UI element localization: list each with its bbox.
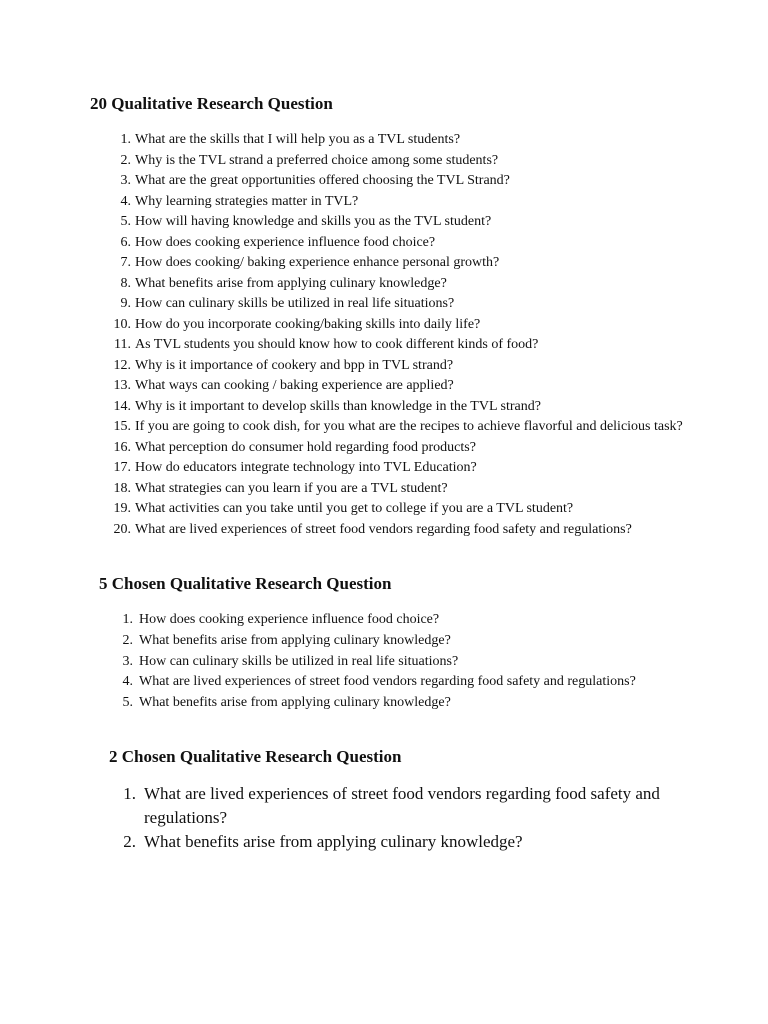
- question-list-2: [118, 782, 698, 854]
- list-item-number: 19.: [113, 501, 131, 516]
- list-item-number: 14.: [113, 398, 131, 414]
- list-item-number: 18.: [113, 480, 131, 496]
- list-item-number: 16.: [113, 439, 131, 455]
- list-item-number: 9.: [120, 296, 131, 311]
- list-item-text: How does cooking experience influence food choice?: [139, 612, 440, 627]
- list-item: [108, 294, 688, 315]
- question-list-5: [112, 610, 692, 714]
- list-item-text: How do educators integrate technology into TVL Education?: [135, 460, 477, 475]
- list-item-text: As TVL students you should know how to cook different kinds of food?: [135, 337, 539, 352]
- list-item-number: 20.: [113, 521, 131, 537]
- list-item: [118, 830, 698, 854]
- list-item-number: 7.: [120, 255, 131, 270]
- list-item: [108, 233, 688, 254]
- list-item-number: 4.: [120, 193, 131, 209]
- list-item-text: What are the great opportunities offered choosing the TVL Strand?: [135, 173, 510, 188]
- list-item: [112, 652, 692, 673]
- list-item-number: 11.: [114, 337, 131, 352]
- list-item: [112, 610, 692, 631]
- list-item: [108, 397, 688, 418]
- list-item-text: What are the skills that I will help you as a TVL students?: [135, 132, 461, 147]
- list-item-text: What perception do consumer hold regarding food products?: [135, 439, 476, 455]
- list-item: [108, 192, 688, 213]
- list-item-text: How does cooking experience influence food choice?: [135, 234, 436, 250]
- list-item-number: 4.: [122, 674, 133, 690]
- list-item-text: How can culinary skills be utilized in real life situations?: [135, 296, 455, 311]
- list-item: [108, 151, 688, 172]
- list-item: [112, 693, 692, 714]
- list-item-text: Why is it important to develop skills than knowledge in the TVL strand?: [135, 398, 541, 414]
- list-item-number: 13.: [113, 378, 131, 393]
- list-item: [108, 417, 688, 438]
- list-item: [108, 130, 688, 151]
- list-item: [108, 212, 688, 233]
- list-item-number: 1.: [120, 132, 131, 147]
- list-item-text: What benefits arise from applying culinary knowledge?: [144, 832, 523, 851]
- list-item-number: 6.: [120, 234, 131, 250]
- list-item-text: Why is the TVL strand a preferred choice among some students?: [135, 152, 499, 168]
- list-item-text: How do you incorporate cooking/baking skills into daily life?: [135, 316, 481, 332]
- list-item-number: 15.: [113, 419, 131, 434]
- list-item: [108, 315, 688, 336]
- list-item-text: What are lived experiences of street food vendors regarding food safety and regulations?: [139, 674, 636, 690]
- section-heading-5-chosen: 5 Chosen Qualitative Research Question: [99, 574, 392, 593]
- list-item-text: Why is it importance of cookery and bpp in TVL strand?: [135, 357, 454, 373]
- list-item-number: 3.: [120, 173, 131, 188]
- list-item: [108, 499, 688, 520]
- list-item: [108, 356, 688, 377]
- list-item: [112, 672, 692, 693]
- list-item: [108, 479, 688, 500]
- list-item-number: 8.: [120, 275, 131, 291]
- list-item-number: 10.: [113, 316, 131, 332]
- list-item: [108, 274, 688, 295]
- list-item-number: 2.: [123, 832, 136, 851]
- list-item-text: What benefits arise from applying culinary knowledge?: [139, 695, 451, 711]
- list-item-number: 5.: [120, 214, 131, 229]
- list-item: [108, 438, 688, 459]
- list-item-text: What are lived experiences of street food vendors regarding food safety and regulations?: [144, 784, 660, 827]
- list-item-number: 17.: [113, 460, 131, 475]
- section-heading-20-questions: 20 Qualitative Research Question: [90, 94, 333, 113]
- list-item-text: What benefits arise from applying culinary knowledge?: [139, 632, 451, 648]
- list-item: [108, 253, 688, 274]
- list-item-text: What ways can cooking / baking experience are applied?: [135, 378, 454, 393]
- list-item: [108, 458, 688, 479]
- list-item-number: 2.: [122, 632, 133, 648]
- list-item-number: 1.: [122, 612, 133, 627]
- list-item-number: 3.: [122, 653, 133, 669]
- list-item-text: How does cooking/ baking experience enhance personal growth?: [135, 255, 500, 270]
- list-item: [108, 171, 688, 192]
- question-list-20: [108, 130, 688, 540]
- list-item-text: How will having knowledge and skills you as the TVL student?: [135, 214, 492, 229]
- list-item-text: How can culinary skills be utilized in real life situations?: [139, 653, 459, 669]
- list-item-text: What activities can you take until you get to college if you are a TVL student?: [135, 501, 574, 516]
- list-item-text: What are lived experiences of street food vendors regarding food safety and regulations?: [135, 521, 632, 537]
- list-item: [108, 335, 688, 356]
- list-item-number: 5.: [122, 695, 133, 711]
- list-item-number: 2.: [120, 152, 131, 168]
- list-item: [108, 376, 688, 397]
- list-item-text: What benefits arise from applying culinary knowledge?: [135, 275, 447, 291]
- list-item-number: 1.: [123, 784, 136, 803]
- list-item-text: What strategies can you learn if you are a TVL student?: [135, 480, 448, 496]
- list-item: [108, 520, 688, 541]
- list-item-text: If you are going to cook dish, for you what are the recipes to achieve flavorful and delicious task?: [135, 419, 683, 434]
- list-item: [112, 631, 692, 652]
- list-item: [118, 782, 698, 830]
- section-heading-2-chosen: 2 Chosen Qualitative Research Question: [109, 747, 402, 766]
- list-item-number: 12.: [113, 357, 131, 373]
- list-item-text: Why learning strategies matter in TVL?: [135, 193, 359, 209]
